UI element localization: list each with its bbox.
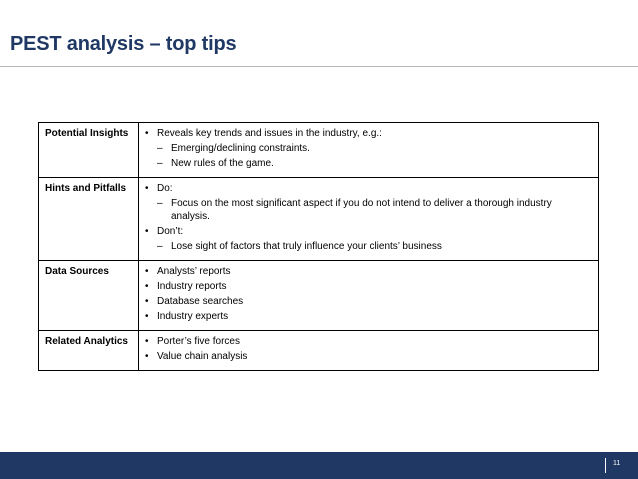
- table-row: [39, 123, 599, 178]
- bullet-item: [145, 127, 592, 140]
- bullet-item: [145, 335, 592, 348]
- sub-bullet-text: Emerging/declining constraints.: [171, 143, 310, 154]
- bullet-text: Do:: [157, 183, 173, 194]
- footer-divider: [605, 458, 606, 473]
- row-label: Hints and Pitfalls: [39, 178, 139, 261]
- row-content: [139, 331, 599, 371]
- bullet-text: Value chain analysis: [157, 351, 248, 362]
- bullet-icon: •: [145, 311, 149, 322]
- sub-bullet-item: [157, 157, 592, 170]
- bullet-text: Don’t:: [157, 226, 184, 237]
- row-label: Related Analytics: [39, 331, 139, 371]
- row-label: Potential Insights: [39, 123, 139, 178]
- title-divider: [0, 66, 638, 67]
- dash-icon: –: [157, 241, 163, 252]
- sub-bullet-text: New rules of the game.: [171, 158, 274, 169]
- row-content: [139, 261, 599, 331]
- bullet-text: Database searches: [157, 296, 244, 307]
- bullet-icon: •: [145, 336, 149, 347]
- bullet-icon: •: [145, 266, 149, 277]
- table-row: [39, 178, 599, 261]
- tips-table: [38, 122, 599, 371]
- page-title: PEST analysis – top tips: [10, 33, 237, 55]
- bullet-item: [145, 295, 592, 308]
- row-content: [139, 178, 599, 261]
- bullet-icon: •: [145, 183, 149, 194]
- row-content: [139, 123, 599, 178]
- bullet-item: [145, 225, 592, 238]
- dash-icon: –: [157, 143, 163, 154]
- sub-bullet-item: [157, 142, 592, 155]
- sub-bullet-item: [157, 240, 592, 253]
- dash-icon: –: [157, 158, 163, 169]
- bullet-item: [145, 265, 592, 278]
- dash-icon: –: [157, 198, 163, 209]
- bullet-icon: •: [145, 351, 149, 362]
- bullet-text: Industry experts: [157, 311, 229, 322]
- bullet-icon: •: [145, 281, 149, 292]
- bullet-icon: •: [145, 296, 149, 307]
- bullet-text: Porter’s five forces: [157, 336, 240, 347]
- page-number: 11: [613, 460, 621, 467]
- bullet-item: [145, 182, 592, 195]
- bullet-text: Reveals key trends and issues in the industry, e.g.:: [157, 128, 382, 139]
- table-row: [39, 261, 599, 331]
- bullet-item: [145, 280, 592, 293]
- sub-bullet-text: Lose sight of factors that truly influence your clients’ business: [171, 241, 442, 252]
- sub-bullet-text: Focus on the most significant aspect if you do not intend to deliver a thorough industry analysis.: [171, 198, 552, 222]
- bullet-text: Industry reports: [157, 281, 227, 292]
- tips-table-body: [39, 123, 599, 371]
- row-label: Data Sources: [39, 261, 139, 331]
- bullet-icon: •: [145, 226, 149, 237]
- bullet-icon: •: [145, 128, 149, 139]
- bullet-text: Analysts’ reports: [157, 266, 231, 277]
- sub-bullet-item: [157, 197, 592, 223]
- bullet-item: [145, 310, 592, 323]
- table-row: [39, 331, 599, 371]
- footer-bar: [0, 452, 638, 479]
- bullet-item: [145, 350, 592, 363]
